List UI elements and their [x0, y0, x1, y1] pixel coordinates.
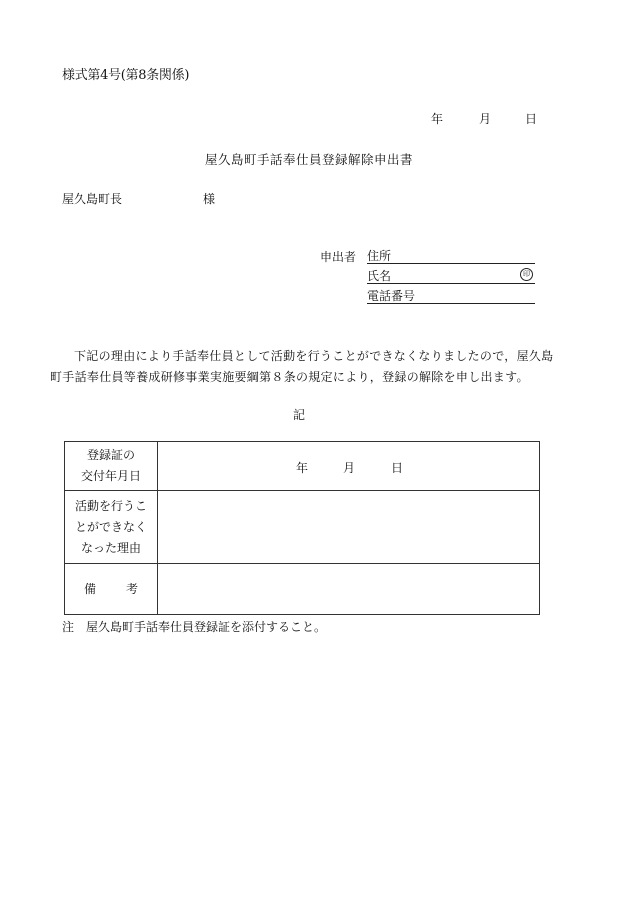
reason-input-cell[interactable] [158, 491, 540, 564]
seal-icon: 印 [520, 268, 533, 281]
issue-year-label: 年 [296, 461, 309, 475]
issue-date-label-line1: 登録証の [86, 448, 135, 462]
table-row [65, 564, 540, 615]
remarks-label-cell [65, 564, 158, 615]
body-paragraph [50, 346, 554, 388]
issue-date-label-cell [65, 442, 158, 491]
date-year-label: 年 [431, 112, 444, 126]
name-field[interactable] [367, 267, 535, 284]
address-field[interactable] [367, 247, 535, 264]
address-label: 住所 [367, 249, 392, 263]
reason-label-line2: とができなく [74, 519, 147, 534]
phone-label: 電話番号 [367, 289, 416, 303]
name-label: 氏名 [367, 269, 392, 283]
form-number: 様式第4号(第8条関係) [62, 68, 190, 83]
form-table [64, 441, 540, 615]
issue-date-input-cell[interactable] [158, 442, 540, 491]
remarks-label-part2: 考 [126, 581, 139, 596]
note [62, 618, 326, 635]
phone-field[interactable] [367, 287, 535, 304]
note-text: 屋久島町手話奉仕員登録証を添付すること。 [86, 620, 327, 634]
remarks-input-cell[interactable] [158, 564, 540, 615]
body-line-2: 町手話奉仕員等養成研修事業実施要綱第８条の規定により，登録の解除を申し出ます。 [50, 370, 529, 384]
addressee-honorific: 様 [203, 192, 216, 206]
table-row [65, 442, 540, 491]
reason-label-cell [65, 491, 158, 564]
document-title: 屋久島町手話奉仕員登録解除申出書 [205, 152, 414, 167]
issue-month-label: 月 [343, 461, 356, 475]
table-row [65, 491, 540, 564]
ki-heading: 記 [293, 408, 306, 422]
issue-day-label: 日 [391, 461, 404, 475]
body-line-1: 下記の理由により手話奉仕員として活動を行うことができなくなりましたので，屋久島 [74, 349, 554, 363]
applicant-label: 申出者 [320, 250, 357, 264]
issue-date-label-line2: 交付年月日 [80, 469, 141, 483]
date-month-label: 月 [479, 112, 492, 126]
addressee-name: 屋久島町長 [62, 192, 123, 206]
note-mark: 注 [62, 620, 75, 634]
reason-label-line3: なった理由 [80, 540, 141, 555]
reason-label-line1: 活動を行うこ [74, 498, 147, 513]
date-day-label: 日 [525, 112, 538, 126]
remarks-label-part1: 備 [83, 581, 96, 596]
